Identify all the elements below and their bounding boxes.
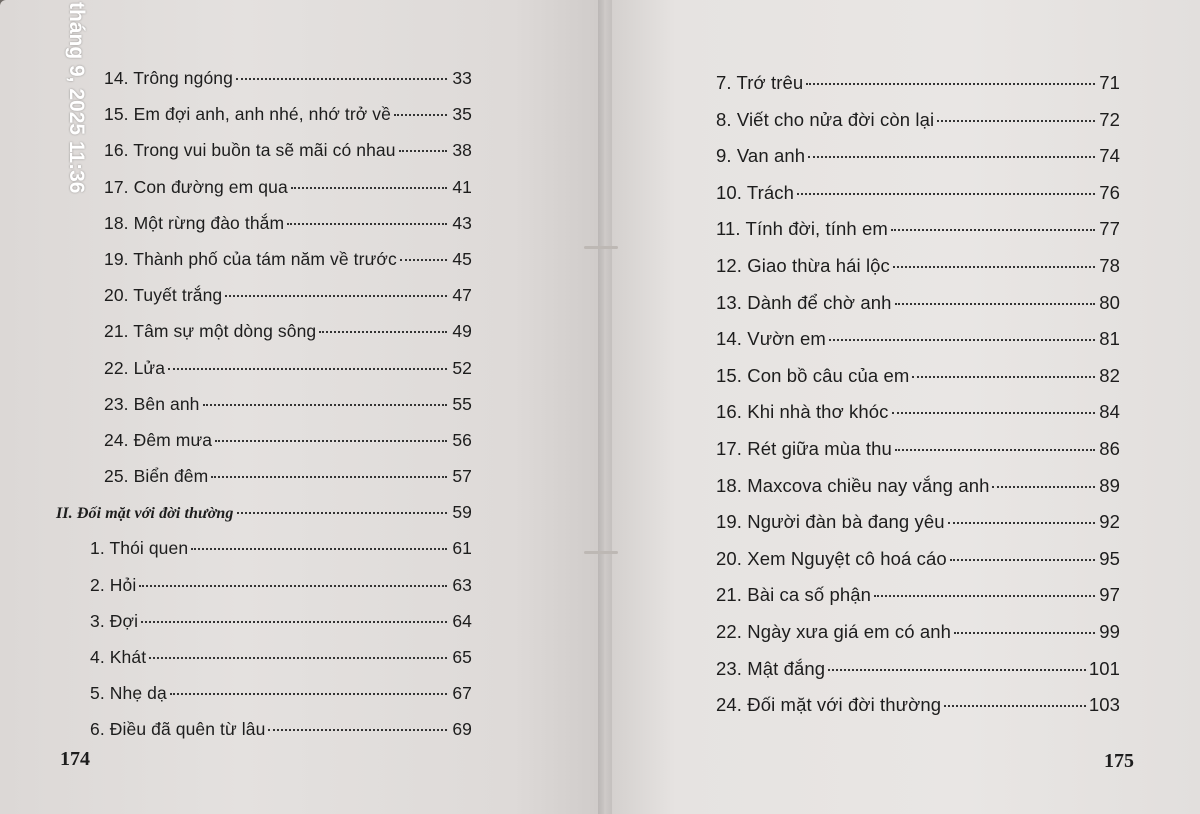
toc-entry-title: 1. Thói quen	[90, 538, 189, 559]
toc-entry-page: 86	[1099, 437, 1120, 459]
toc-entry-title: 21. Tâm sự một dòng sông	[104, 321, 317, 342]
dot-leader	[892, 412, 1095, 414]
dot-leader	[948, 522, 1095, 524]
toc-entry-title: 23. Bên anh	[104, 393, 200, 414]
toc-entry-page: 77	[1099, 218, 1120, 240]
toc-entry-title: 15. Con bồ câu của em	[716, 364, 910, 386]
toc-entry	[86, 611, 472, 647]
toc-entry-page: 52	[452, 357, 472, 378]
toc-entry-title: 11. Tính đời, tính em	[716, 218, 888, 240]
dot-leader	[203, 404, 448, 406]
toc-entry-title: 23. Mật đắng	[716, 657, 826, 679]
toc-entry-title: 24. Đêm mưa	[104, 429, 213, 450]
toc-entry-title: 15. Em đợi anh, anh nhé, nhớ trở về	[104, 104, 391, 125]
toc-entry-title: 8. Viết cho nửa đời còn lại	[716, 108, 935, 130]
toc-entry-page: 76	[1099, 181, 1120, 203]
toc-entry-title: 4. Khát	[90, 647, 147, 667]
toc-entry-title: 3. Đợi	[90, 610, 139, 631]
toc-entry-title: 14. Vườn em	[716, 328, 826, 350]
dot-leader	[170, 693, 447, 695]
toc-entry	[716, 475, 1120, 512]
toc-entry-title: 18. Maxcova chiều nay vắng anh	[716, 474, 990, 496]
toc-entry	[716, 438, 1120, 475]
dot-leader	[394, 114, 447, 116]
dot-leader	[291, 187, 447, 189]
dot-leader	[893, 266, 1095, 268]
dot-leader	[912, 376, 1095, 378]
section-page: 59	[452, 502, 472, 523]
toc-entry-title: 17. Rét giữa mùa thu	[716, 437, 892, 459]
toc-entry	[716, 255, 1120, 292]
dot-leader	[808, 156, 1095, 158]
timestamp-text: tháng 9, 2025 11:36	[65, 2, 88, 194]
toc-list-right	[716, 72, 1120, 731]
dot-leader	[874, 595, 1095, 597]
dot-leader	[215, 440, 447, 442]
toc-entry-page: 101	[1088, 657, 1120, 679]
toc-entry-title: 16. Trong vui buồn ta sẽ mãi có nhau	[104, 140, 396, 161]
toc-entry	[86, 358, 472, 394]
toc-entry-page: 38	[452, 140, 472, 161]
toc-entry-title: 19. Người đàn bà đang yêu	[716, 511, 945, 533]
toc-entry-title: 22. Lửa	[104, 357, 166, 378]
dot-leader	[399, 150, 447, 152]
dot-leader	[895, 303, 1095, 305]
toc-entry-page: 99	[1099, 620, 1120, 642]
dot-leader	[236, 78, 447, 80]
dot-leader	[828, 669, 1086, 671]
toc-entry	[716, 401, 1120, 438]
toc-entry-page: 97	[1099, 584, 1120, 606]
toc-entry-page: 56	[452, 429, 472, 450]
dot-leader	[225, 295, 447, 297]
toc-entry-page: 33	[452, 68, 472, 88]
toc-entry-page: 84	[1099, 401, 1120, 423]
toc-entry-page: 92	[1099, 511, 1120, 533]
toc-entry-page: 49	[452, 321, 472, 342]
toc-entry	[716, 292, 1120, 329]
toc-entry-page: 69	[452, 719, 472, 740]
dot-leader	[287, 223, 447, 225]
binding-stitch	[584, 246, 618, 249]
dot-leader	[895, 449, 1095, 451]
toc-entry	[86, 104, 472, 140]
toc-entry-page: 71	[1099, 72, 1120, 93]
toc-entry	[716, 548, 1120, 585]
toc-entry-title: 20. Tuyết trắng	[104, 285, 223, 306]
toc-entry	[86, 321, 472, 357]
dot-leader	[950, 559, 1095, 561]
binding-stitch	[584, 551, 618, 554]
toc-entry-title: 17. Con đường em qua	[104, 176, 288, 197]
toc-entry-page: 61	[452, 538, 472, 559]
toc-entry-page: 65	[452, 647, 472, 667]
page-number-left: 174	[60, 748, 90, 770]
dot-leader	[891, 229, 1095, 231]
toc-entry-page: 45	[452, 248, 472, 269]
dot-leader	[149, 657, 447, 659]
dot-leader	[319, 331, 447, 333]
toc-entry	[716, 584, 1120, 621]
toc-entry-page: 89	[1099, 474, 1120, 496]
toc-entry	[716, 511, 1120, 548]
toc-entry	[716, 72, 1120, 109]
toc-entry-page: 55	[452, 393, 472, 414]
toc-entry	[716, 182, 1120, 219]
toc-entry	[86, 394, 472, 430]
dot-leader	[937, 120, 1095, 122]
toc-entry	[716, 658, 1120, 695]
toc-entry	[716, 621, 1120, 658]
toc-entry-title: 9. Van anh	[716, 145, 806, 167]
toc-entry	[716, 218, 1120, 255]
toc-entry-page: 81	[1099, 328, 1120, 350]
toc-entry-page: 47	[452, 285, 472, 306]
dot-leader	[944, 705, 1086, 707]
dot-leader	[211, 476, 447, 478]
toc-entry	[86, 466, 472, 502]
page-number-right: 175	[1104, 750, 1134, 772]
toc-entry-page: 41	[452, 176, 472, 197]
toc-entry-page: 72	[1099, 108, 1120, 130]
toc-entry	[86, 140, 472, 176]
toc-entry-page: 80	[1099, 291, 1120, 313]
toc-entry-title: 20. Xem Nguyệt cô hoá cáo	[716, 547, 947, 569]
toc-entry	[86, 177, 472, 213]
toc-entry-page: 57	[452, 466, 472, 487]
toc-entry	[716, 145, 1120, 182]
toc-entry-title: 25. Biển đêm	[104, 466, 209, 487]
toc-entry	[86, 249, 472, 285]
toc-entry	[716, 328, 1120, 365]
dot-leader	[191, 548, 447, 550]
dot-leader	[237, 512, 447, 514]
toc-entry-page: 103	[1088, 694, 1120, 716]
toc-entry-title: 10. Trách	[716, 181, 795, 203]
toc-entry	[86, 68, 472, 104]
toc-entry	[86, 719, 472, 755]
dot-leader	[829, 339, 1095, 341]
toc-entry-page: 78	[1099, 254, 1120, 276]
toc-entry-title: 12. Giao thừa hái lộc	[716, 254, 890, 276]
toc-entry	[86, 538, 472, 574]
toc-entry-page: 63	[452, 574, 472, 595]
toc-entry-title: 16. Khi nhà thơ khóc	[716, 401, 889, 423]
toc-entry-page: 43	[452, 212, 472, 233]
toc-entry	[86, 213, 472, 249]
toc-entry-page: 64	[452, 610, 472, 631]
toc-entry-title: 7. Trớ trêu	[716, 72, 804, 93]
toc-entry-title: 2. Hỏi	[90, 574, 137, 595]
toc-entry-title: 6. Điều đã quên từ lâu	[90, 719, 266, 740]
toc-entry-page: 67	[452, 683, 472, 704]
toc-section-heading	[56, 502, 472, 538]
dot-leader	[806, 83, 1095, 85]
toc-entry-page: 95	[1099, 547, 1120, 569]
dot-leader	[400, 259, 447, 261]
toc-entry-title: 22. Ngày xưa giá em có anh	[716, 620, 952, 642]
toc-entry	[716, 365, 1120, 402]
toc-entry-page: 35	[452, 104, 472, 125]
dot-leader	[954, 632, 1095, 634]
toc-entry	[86, 285, 472, 321]
toc-entry-title: 19. Thành phố của tám năm về trước	[104, 248, 397, 269]
toc-entry	[86, 430, 472, 466]
toc-entry-title: 14. Trông ngóng	[104, 68, 233, 88]
toc-entry	[86, 575, 472, 611]
toc-entry-title: 24. Đối mặt với đời thường	[716, 694, 942, 716]
dot-leader	[797, 193, 1095, 195]
toc-entry	[716, 694, 1120, 731]
toc-entry-title: 18. Một rừng đào thắm	[104, 212, 285, 233]
dot-leader	[139, 585, 447, 587]
toc-entry-title: 21. Bài ca số phận	[716, 584, 872, 606]
toc-entry	[716, 109, 1120, 146]
book-spine	[598, 0, 612, 814]
section-title: II. Đối mặt với đời thường	[56, 505, 234, 523]
toc-entry-title: 13. Dành để chờ anh	[716, 291, 892, 313]
toc-entry-page: 82	[1099, 364, 1120, 386]
toc-entry-page: 74	[1099, 145, 1120, 167]
dot-leader	[992, 486, 1095, 488]
toc-entry	[86, 647, 472, 683]
dot-leader	[168, 368, 447, 370]
dot-leader	[268, 729, 447, 731]
toc-entry-title: 5. Nhẹ dạ	[90, 683, 167, 704]
dot-leader	[141, 621, 447, 623]
toc-entry	[86, 683, 472, 719]
